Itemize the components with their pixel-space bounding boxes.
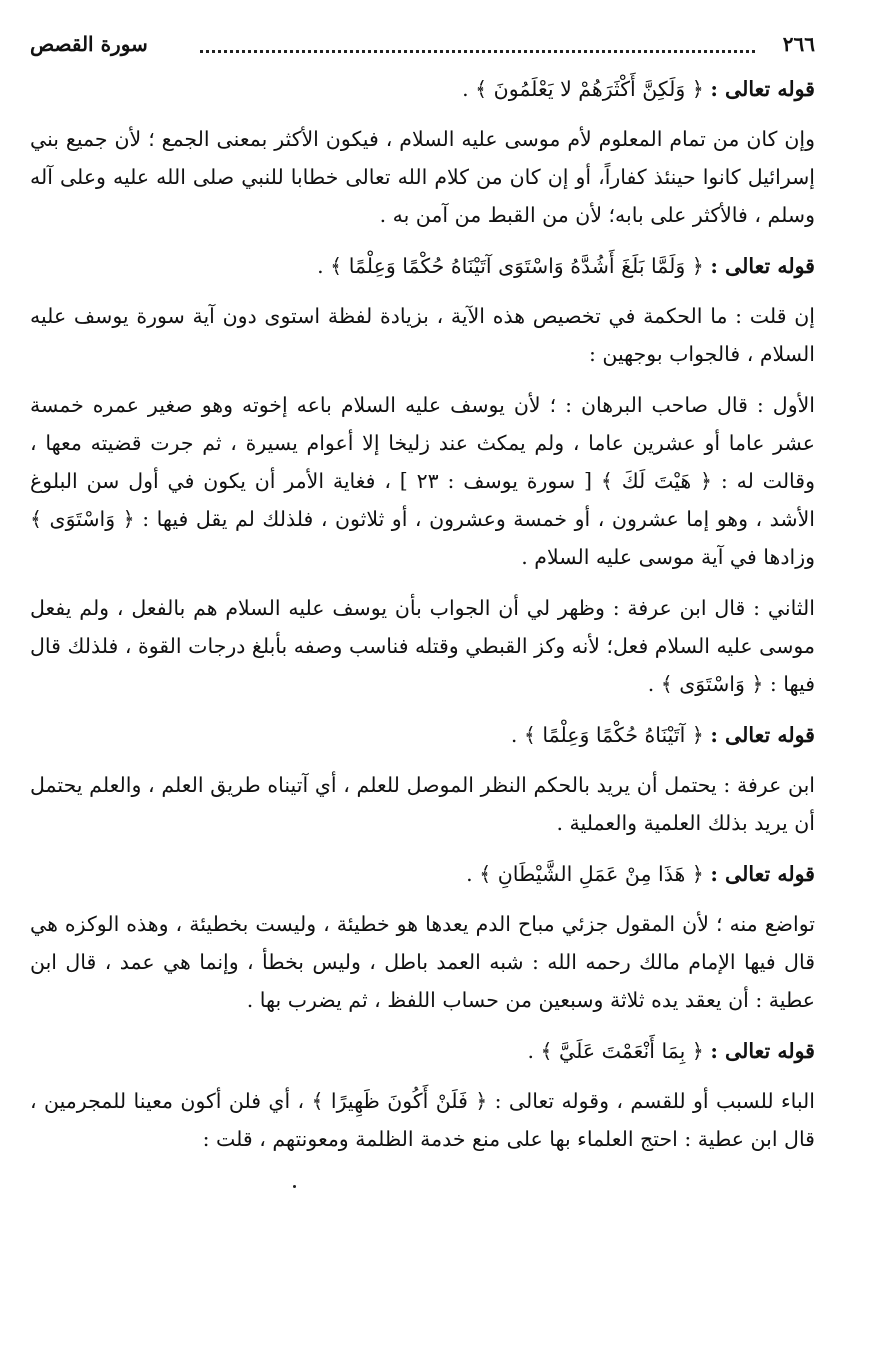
commentary-paragraph bbox=[30, 589, 815, 703]
verse-lead: قوله تعالى : bbox=[710, 1039, 815, 1063]
verse-heading bbox=[30, 855, 815, 893]
header-dotted-rule bbox=[200, 50, 755, 53]
commentary-paragraph bbox=[30, 766, 815, 842]
verse-lead: قوله تعالى : bbox=[710, 77, 815, 101]
commentary-text: الثاني : قال ابن عرفة : وظهر لي أن الجواب بأن يوسف عليه السلام هم بالفعل ، ولم يفعل موسى عليه السلام فعل؛ لأنه وكز القبطي وقتله فناسب وصفه بأبلغ درجات القوة ، فلذلك قال فيها : ﴿ وَاسْتَوَى ﴾ . bbox=[30, 596, 815, 696]
commentary-text: الأول : قال صاحب البرهان : ؛ لأن يوسف عليه السلام باعه إخوته وهو صغير عمره خمسة عشر عاما أو عشرين عاما ، ولم يمكث عند زليخا إلا أعوام يسيرة ، ثم جرت قضيته معها ، وقالت له : ﴿ هَيْتَ لَكَ ﴾ [ سورة يوسف : ٢٣ ] ، فغاية الأمر أن يكون في أول سن البلوغ الأشد ، وهو إما عشرون ، أو خمسة وعشرون ، أو ثلاثون ، فلذلك لم يقل فيها : ﴿ وَاسْتَوَى ﴾ وزادها في آية موسى عليه السلام . bbox=[30, 393, 816, 569]
verse-lead: قوله تعالى : bbox=[710, 723, 815, 747]
commentary-text: تواضع منه ؛ لأن المقول جزئي مباح الدم يعدها هو خطيئة ، وليست بخطيئة ، وهذه الوكزه هي قال فيها الإمام مالك رحمه الله : شبه العمد باطل ، وليس بخطأ ، وإنما هي عمد ، قال ابن عطية : أن يعقد يده ثلاثة وسبعين من حساب اللفظ ، ثم يضرب بها . bbox=[30, 912, 815, 1012]
surah-title: سورة القصص bbox=[30, 32, 148, 56]
verse-lead: قوله تعالى : bbox=[710, 862, 815, 886]
scan-speck bbox=[293, 1185, 296, 1188]
verse-lead: قوله تعالى : bbox=[710, 254, 815, 278]
commentary-text: ابن عرفة : يحتمل أن يريد بالحكم النظر الموصل للعلم ، أي آتيناه طريق العلم ، والعلم يحتمل أن يريد بذلك العلمية والعملية . bbox=[30, 773, 815, 835]
commentary-text: وإن كان من تمام المعلوم لأم موسى عليه السلام ، فيكون الأكثر بمعنى الجمع ؛ لأن جميع بني إسرائيل كانوا حينئذ كفاراً، أو إن كان من كلام الله تعالى خطابا للنبي صلى الله عليه وعلى آله وسلم ، فالأكثر على بابه؛ لأن من القبط من آمن به . bbox=[30, 127, 815, 227]
commentary-paragraph bbox=[30, 120, 815, 234]
verse-text: ﴿ وَلَمَّا بَلَغَ أَشُدَّهُ وَاسْتَوَى آتَيْنَاهُ حُكْمًا وَعِلْمًا ﴾ . bbox=[317, 254, 704, 278]
page-header bbox=[30, 30, 815, 70]
book-page bbox=[30, 30, 815, 1351]
verse-heading bbox=[30, 1032, 815, 1070]
verse-text: ﴿ آتَيْنَاهُ حُكْمًا وَعِلْمًا ﴾ . bbox=[510, 723, 704, 747]
commentary-text: الباء للسبب أو للقسم ، وقوله تعالى : ﴿ فَلَنْ أَكُونَ ظَهِيرًا ﴾ ، أي فلن أكون معينا للمجرمين ، قال ابن عطية : احتج العلماء بها على منع خدمة الظلمة ومعونتهم ، قلت : bbox=[30, 1089, 815, 1151]
verse-text: ﴿ وَلَكِنَّ أَكْثَرَهُمْ لا يَعْلَمُونَ ﴾ . bbox=[462, 77, 704, 101]
verse-heading bbox=[30, 247, 815, 285]
verse-text: ﴿ بِمَا أَنْعَمْتَ عَلَيَّ ﴾ . bbox=[527, 1039, 704, 1063]
commentary-paragraph bbox=[30, 1082, 815, 1158]
page-body bbox=[30, 70, 815, 1158]
commentary-paragraph bbox=[30, 386, 815, 576]
commentary-text: إن قلت : ما الحكمة في تخصيص هذه الآية ، بزيادة لفظة استوى دون آية سورة يوسف عليه السلام ، فالجواب بوجهين : bbox=[30, 304, 815, 366]
page-number: ٢٦٦ bbox=[782, 32, 815, 56]
verse-heading bbox=[30, 716, 815, 754]
verse-heading bbox=[30, 70, 815, 108]
verse-text: ﴿ هَذَا مِنْ عَمَلِ الشَّيْطَانِ ﴾ . bbox=[466, 862, 704, 886]
commentary-paragraph bbox=[30, 297, 815, 373]
commentary-paragraph bbox=[30, 905, 815, 1019]
